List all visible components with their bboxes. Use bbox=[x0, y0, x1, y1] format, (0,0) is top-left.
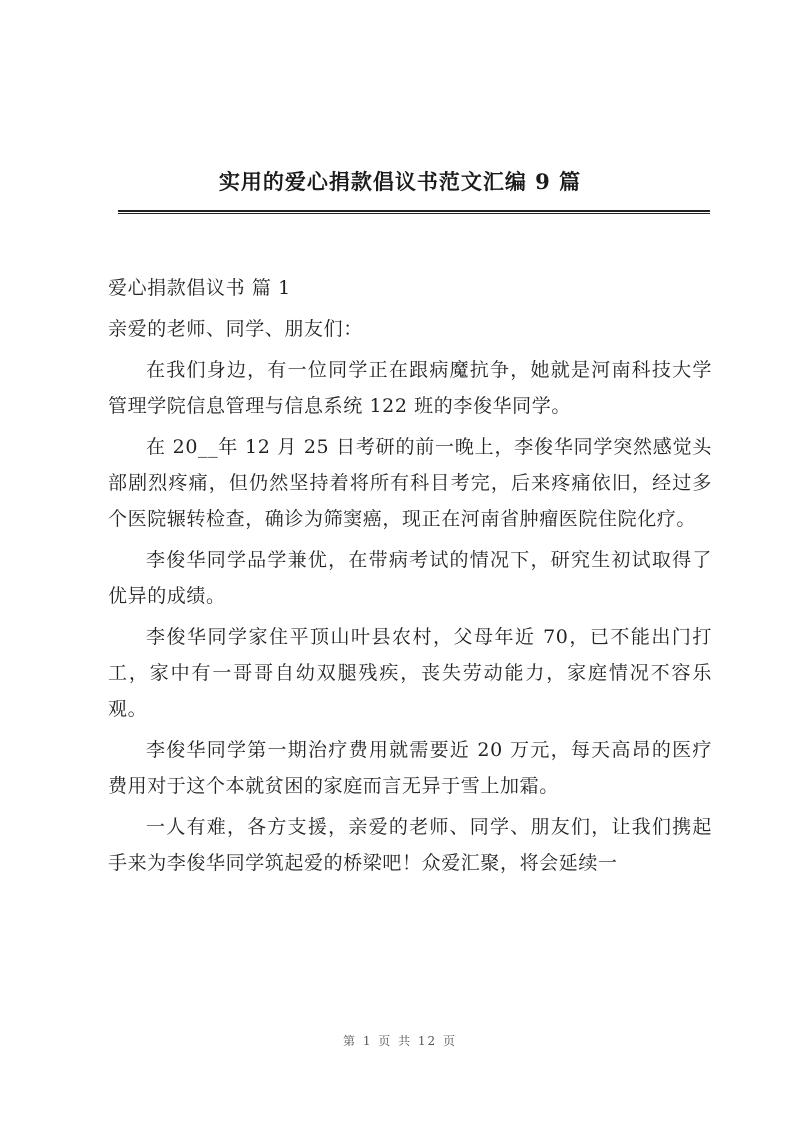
paragraph: 李俊华同学品学兼优，在带病考试的情况下，研究生初试取得了优异的成绩。 bbox=[108, 549, 712, 607]
paragraph: 李俊华同学第一期治疗费用就需要近 20 万元，每天高昂的医疗费用对于这个本就贫困的家庭而言无异于雪上加霜。 bbox=[108, 739, 712, 797]
paragraph: 在我们身边，有一位同学正在跟病魔抗争，她就是河南科技大学管理学院信息管理与信息系统 122 班的李俊华同学。 bbox=[108, 359, 712, 417]
salutation: 亲爱的老师、同学、朋友们： bbox=[108, 318, 363, 340]
paragraph: 李俊华同学家住平顶山叶县农村，父母年近 70，已不能出门打工，家中有一哥哥自幼双腿残疾，丧失劳动能力，家庭情况不容乐观。 bbox=[108, 626, 712, 720]
section-heading: 爱心捐款倡议书 篇 1 bbox=[108, 277, 291, 299]
page-footer: 第 1 页 共 12 页 bbox=[343, 1034, 457, 1048]
title-divider bbox=[118, 210, 710, 214]
paragraph: 一人有难，各方支援，亲爱的老师、同学、朋友们，让我们携起手来为李俊华同学筑起爱的桥梁吧！众爱汇聚，将会延续一 bbox=[108, 816, 712, 874]
paragraph: 在 20__年 12 月 25 日考研的前一晚上，李俊华同学突然感觉头部剧烈疼痛，但仍然坚持着将所有科目考完，后来疼痛依旧，经过多个医院辗转检查，确诊为筛窦癌，现正在河南省肿瘤医院住院化疗。 bbox=[108, 436, 712, 530]
page-title: 实用的爱心捐款倡议书范文汇编 9 篇 bbox=[218, 169, 582, 194]
document-body bbox=[108, 270, 712, 886]
